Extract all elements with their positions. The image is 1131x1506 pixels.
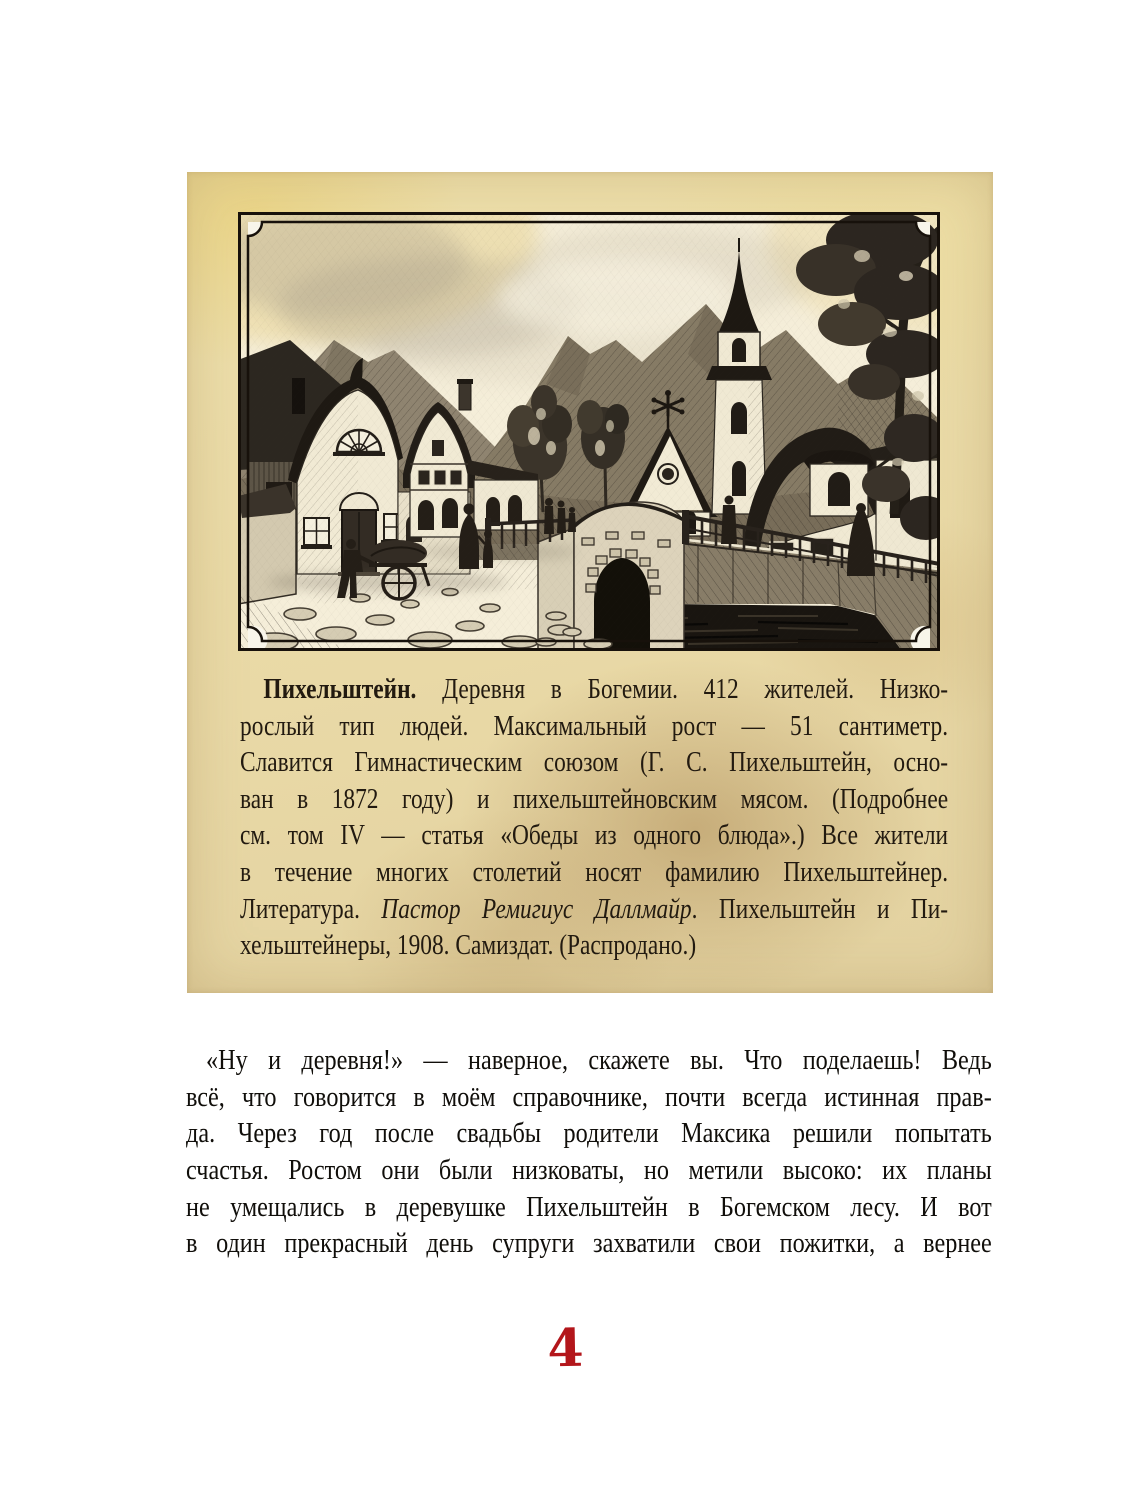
encyclopedia-card xyxy=(187,172,993,993)
entry-line: хельштейнеры, 1908. Самиздат. (Распродано.) xyxy=(240,930,697,962)
entry-line: Литература. Пастор Ремигиус Даллмайр. Пихельштейн и Пи- xyxy=(240,893,949,925)
village-illustration xyxy=(238,212,940,651)
entry-line: в течение многих столетий носят фамилию Пихельштейнер. xyxy=(240,856,949,888)
body-lines xyxy=(186,1042,992,1262)
entry-line: рослый тип людей. Максимальный рост — 51 сантиметр. xyxy=(240,710,949,742)
entry-line: Пихельштейн. Деревня в Богемии. 412 жителей. Низко- xyxy=(263,674,949,705)
body-line: в один прекрасный день супруги захватили свои пожитки, а вернее xyxy=(186,1227,992,1260)
body-text xyxy=(186,1042,992,1262)
body-line: всё, что говорится в моём справочнике, почти всегда истинная прав- xyxy=(186,1080,992,1113)
body-line: «Ну и деревня!» — наверное, скажете вы. Что поделаешь! Ведь xyxy=(206,1044,992,1076)
page-number: 4 xyxy=(546,1317,585,1380)
body-line: счастья. Ростом они были низковаты, но метили высоко: их планы xyxy=(186,1154,992,1187)
body-line: да. Через год после свадьбы родители Максика решили попытать xyxy=(186,1117,992,1150)
entry-line: ван в 1872 году) и пихельштейновским мясом. (Подробнее xyxy=(240,783,949,815)
entry-line: Славится Гимнастическим союзом (Г. С. Пихельштейн, осно- xyxy=(240,747,949,779)
entry-lines xyxy=(240,672,948,965)
village-scene xyxy=(238,212,940,651)
body-line: не умещались в деревушке Пихельштейн в Богемском лесу. И вот xyxy=(186,1190,992,1223)
entry-line: см. том IV — статья «Обеды из одного блюда».) Все жители xyxy=(240,820,949,852)
entry-text xyxy=(240,672,948,965)
